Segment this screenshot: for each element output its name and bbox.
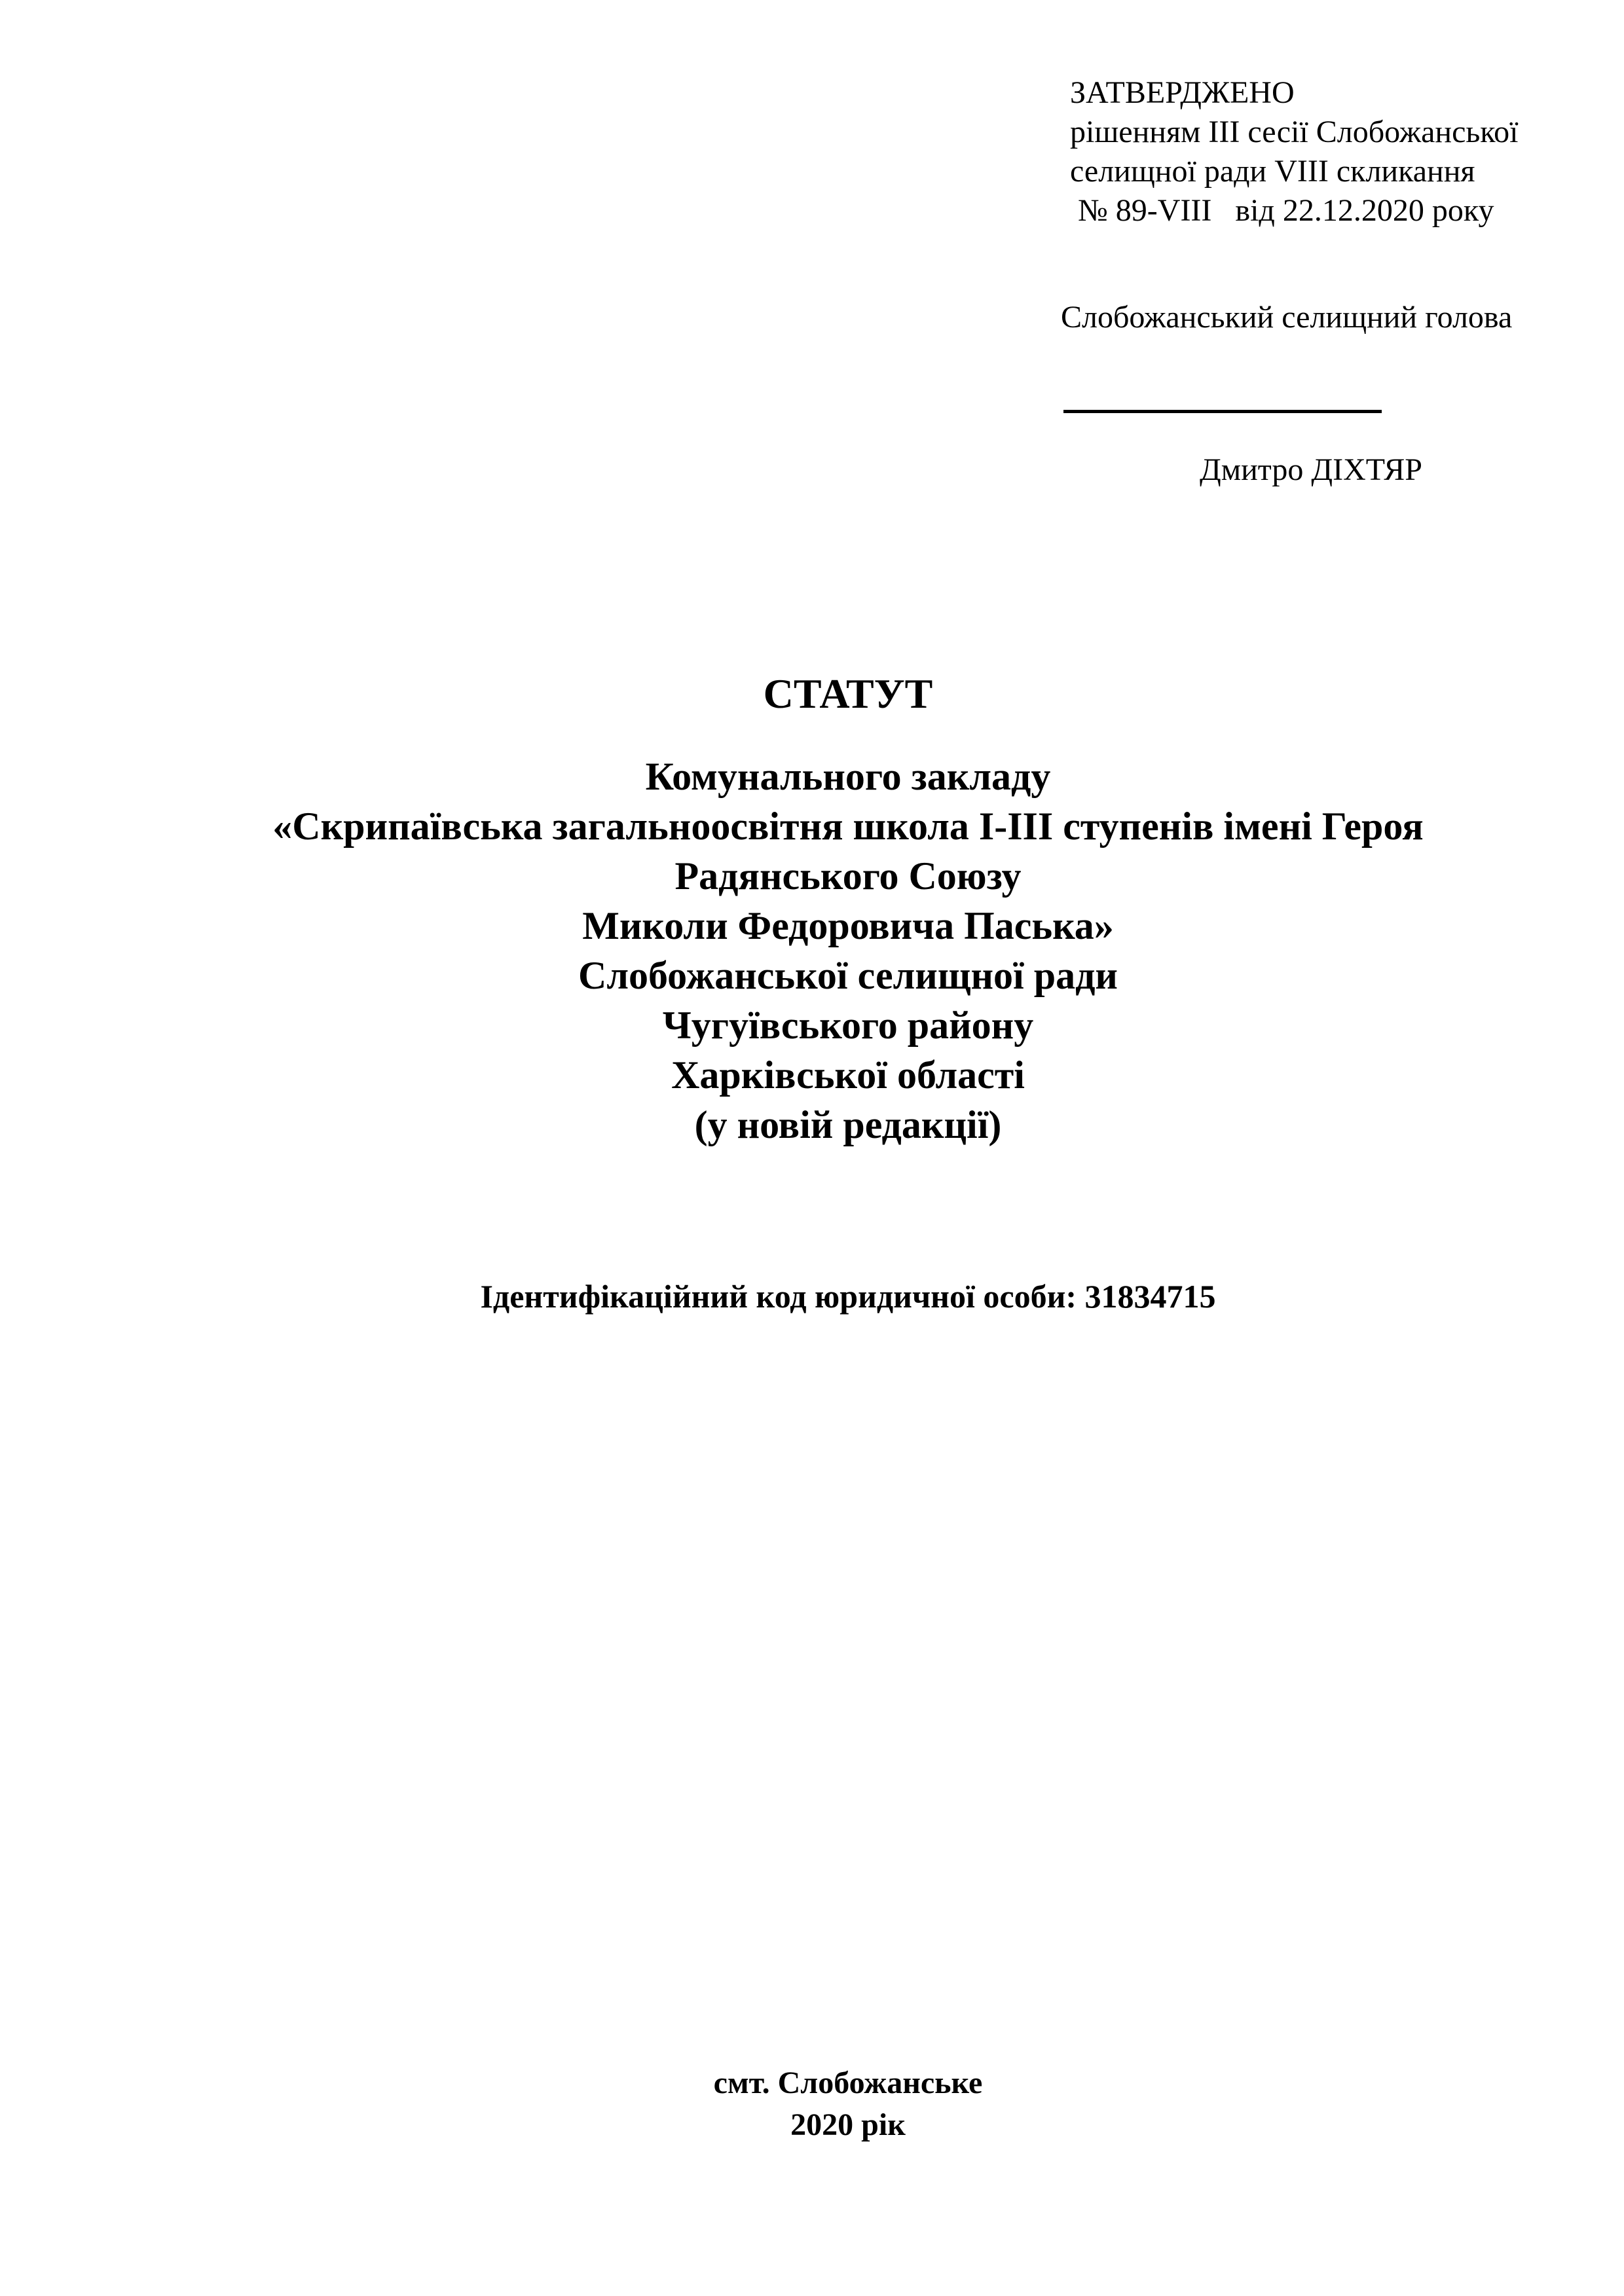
document-footer — [0, 2062, 1624, 2146]
approval-heading: ЗАТВЕРДЖЕНО — [1070, 75, 1295, 110]
legal-id-code: Ідентифікаційний код юридичної особи: 31834715 — [480, 1278, 1216, 1315]
subtitle-line: Чугуївського району — [662, 1004, 1034, 1047]
subtitle-line: Комунального закладу — [645, 755, 1051, 798]
approval-council-line: селищної ради VIII скликання — [1070, 154, 1475, 189]
subtitle-line: Миколи Федоровича Паська» — [582, 904, 1114, 947]
approval-decision-line: рішенням ІІІ сесії Слобожанської — [1070, 115, 1519, 149]
footer-year: 2020 рік — [790, 2107, 906, 2142]
footer-place: смт. Слобожанське — [713, 2066, 983, 2100]
subtitle-line: Слобожанської селищної ради — [578, 954, 1118, 997]
subtitle-line: Харківської області — [671, 1053, 1025, 1097]
head-name: Дмитро ДІХТЯР — [1200, 452, 1422, 487]
subtitle-line: (у новій редакції) — [694, 1103, 1002, 1146]
subtitle-line: Радянського Союзу — [674, 854, 1022, 898]
subtitle-line: «Скрипаївська загальноосвітня школа І-ІІІ ступенів імені Героя — [272, 805, 1424, 848]
approval-number-date: № 89-VIII від 22.12.2020 року — [1070, 193, 1494, 228]
approval-stamp — [1070, 73, 1594, 230]
signature-line — [1063, 410, 1382, 413]
document-title: СТАТУТ — [763, 670, 933, 717]
head-position: Слобожанський селищний голова — [1061, 300, 1513, 335]
document-subtitle — [0, 752, 1624, 1150]
